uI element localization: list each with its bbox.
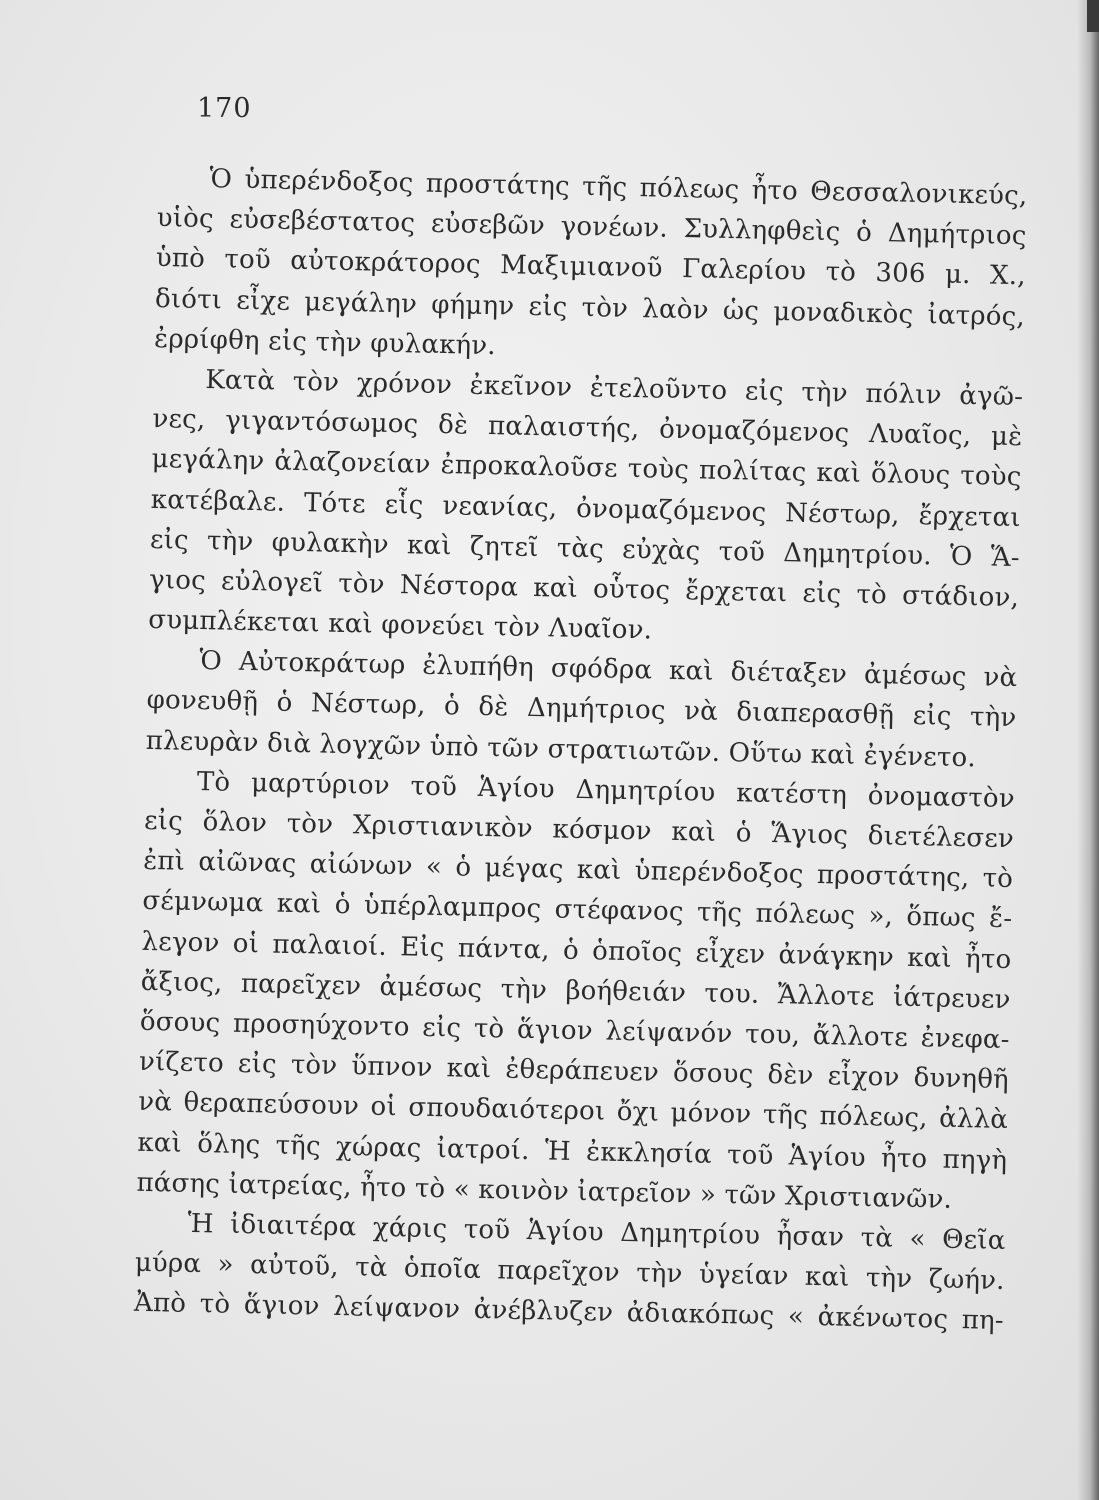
text-line: νίζετο εἰς τὸν ὕπνον καὶ ἐθεράπευεν ὅσους δὲν εἶχον δυνηθῆ	[138, 1046, 1010, 1096]
text-line: κατέβαλε. Τότε εἷς νεανίας, ὀνομαζόμενος Νέστωρ, ἔρχεται	[150, 484, 1021, 533]
text-line: ἐπὶ αἰῶνας αἰώνων « ὁ μέγας καὶ ὑπερένδοξος προστάτης, τὸ	[142, 846, 1014, 895]
text-line: ὅσους προσηύχοντο εἰς τὸ ἅγιον λείψανόν του, ἄλλοτε ἐνεφα-	[139, 1006, 1011, 1055]
text-line: υἱὸς εὐσεβέστατος εὐσεβῶν γονέων. Συλληφθεὶς ὁ Δημήτριος	[156, 203, 1027, 252]
text-line: συμπλέκεται καὶ φονεύει τὸν Λυαῖον.	[148, 604, 653, 646]
text-line: ἐρρίφθη εἰς τὴν φυλακήν.	[153, 323, 497, 361]
text-line: σέμνωμα καὶ ὁ ὑπέρλαμπρος στέφανος τῆς πόλεως », ὅπως ἔ-	[142, 886, 1013, 935]
page-number: 170	[197, 93, 252, 124]
text-line: φονευθῇ ὁ Νέστωρ, ὁ δὲ Δημήτριος νὰ διαπερασθῇ εἰς τὴν	[146, 685, 1017, 734]
text-line: νὰ θεραπεύσουν οἱ σπουδαιότεροι ὄχι μόνον τῆς πόλεως, ἀλλὰ	[137, 1087, 1009, 1136]
text-line: Ὁ ὑπερένδοξος προστάτης τῆς πόλεως ἦτο Θεσσαλονικεύς,	[209, 164, 1028, 212]
text-line: ἄξιος, παρεῖχεν ἀμέσως τὴν βοήθειάν του. Ἄλλοτε ἰάτρευεν	[140, 966, 1011, 1015]
text-line: Κατὰ τὸν χρόνον ἐκεῖνον ἐτελοῦντο εἰς τὴν πόλιν ἀγῶ-	[205, 364, 1024, 413]
binding-shadow	[1077, 0, 1099, 1500]
corner-mark	[1087, 0, 1099, 32]
text-line: καὶ ὅλης τῆς χώρας ἰατροί. Ἡ ἐκκλησία τοῦ Ἁγίου ἦτο πηγὴ	[137, 1127, 1008, 1176]
text-line: πλευρὰν διὰ λογχῶν ὑπὸ τῶν στρατιωτῶν. Οὕτω καὶ ἐγένετο.	[145, 725, 977, 773]
text-line: Ἀπὸ τὸ ἅγιον λείψανον ἀνέβλυζεν ἀδιακόπως « ἀκένωτος πη-	[133, 1288, 1005, 1337]
text-line: μεγάλην ἀλαζονείαν ἐπροκαλοῦσε τοὺς πολίτας καὶ ὅλους τοὺς	[151, 444, 1022, 493]
text-line: εἰς τὴν φυλακὴν καὶ ζητεῖ τὰς εὐχὰς τοῦ Δημητρίου. Ὁ Ἅ-	[149, 524, 1021, 573]
text-line: πάσης ἰατρείας, ἦτο τὸ « κοινὸν ἰατρεῖον » τῶν Χριστιανῶν.	[136, 1167, 953, 1215]
text-line: μύρα » αὐτοῦ, τὰ ὁποῖα παρεῖχον τὴν ὑγείαν καὶ τὴν ζωήν.	[134, 1247, 1005, 1297]
text-line: Ἡ ἰδιαιτέρα χάρις τοῦ Ἁγίου Δημητρίου ἦσαν τὰ « Θεῖα	[187, 1208, 1006, 1256]
text-line: Τὸ μαρτύριον τοῦ Ἁγίου Δημητρίου κατέστη ὀνομαστὸν	[196, 766, 1016, 814]
text-line: γιος εὐλογεῖ τὸν Νέστορα καὶ οὗτος ἔρχεται εἰς τὸ στάδιον,	[148, 564, 1020, 613]
text-line: λεγον οἱ παλαιοί. Εἰς πάντα, ὁ ὁποῖος εἶχεν ἀνάγκην καὶ ἦτο	[141, 926, 1012, 975]
text-line: εἰς ὅλον τὸν Χριστιανικὸν κόσμον καὶ ὁ Ἅγιος διετέλεσεν	[143, 805, 1015, 855]
body-text	[134, 158, 1028, 1341]
text-line: νες, γιγαντόσωμος δὲ παλαιστής, ὀνομαζόμενος Λυαῖος, μὲ	[152, 404, 1023, 453]
text-line: Ὁ Αὐτοκράτωρ ἐλυπήθη σφόδρα καὶ διέταξεν ἀμέσως νὰ	[199, 646, 1018, 694]
text-line: ὑπὸ τοῦ αὐτοκράτορος Μαξιμιανοῦ Γαλερίου τὸ 306 μ. Χ.,	[155, 243, 1027, 292]
text-line: διότι εἶχε μεγάλην φήμην εἰς τὸν λαὸν ὡς μοναδικὸς ἰατρός,	[154, 283, 1026, 332]
